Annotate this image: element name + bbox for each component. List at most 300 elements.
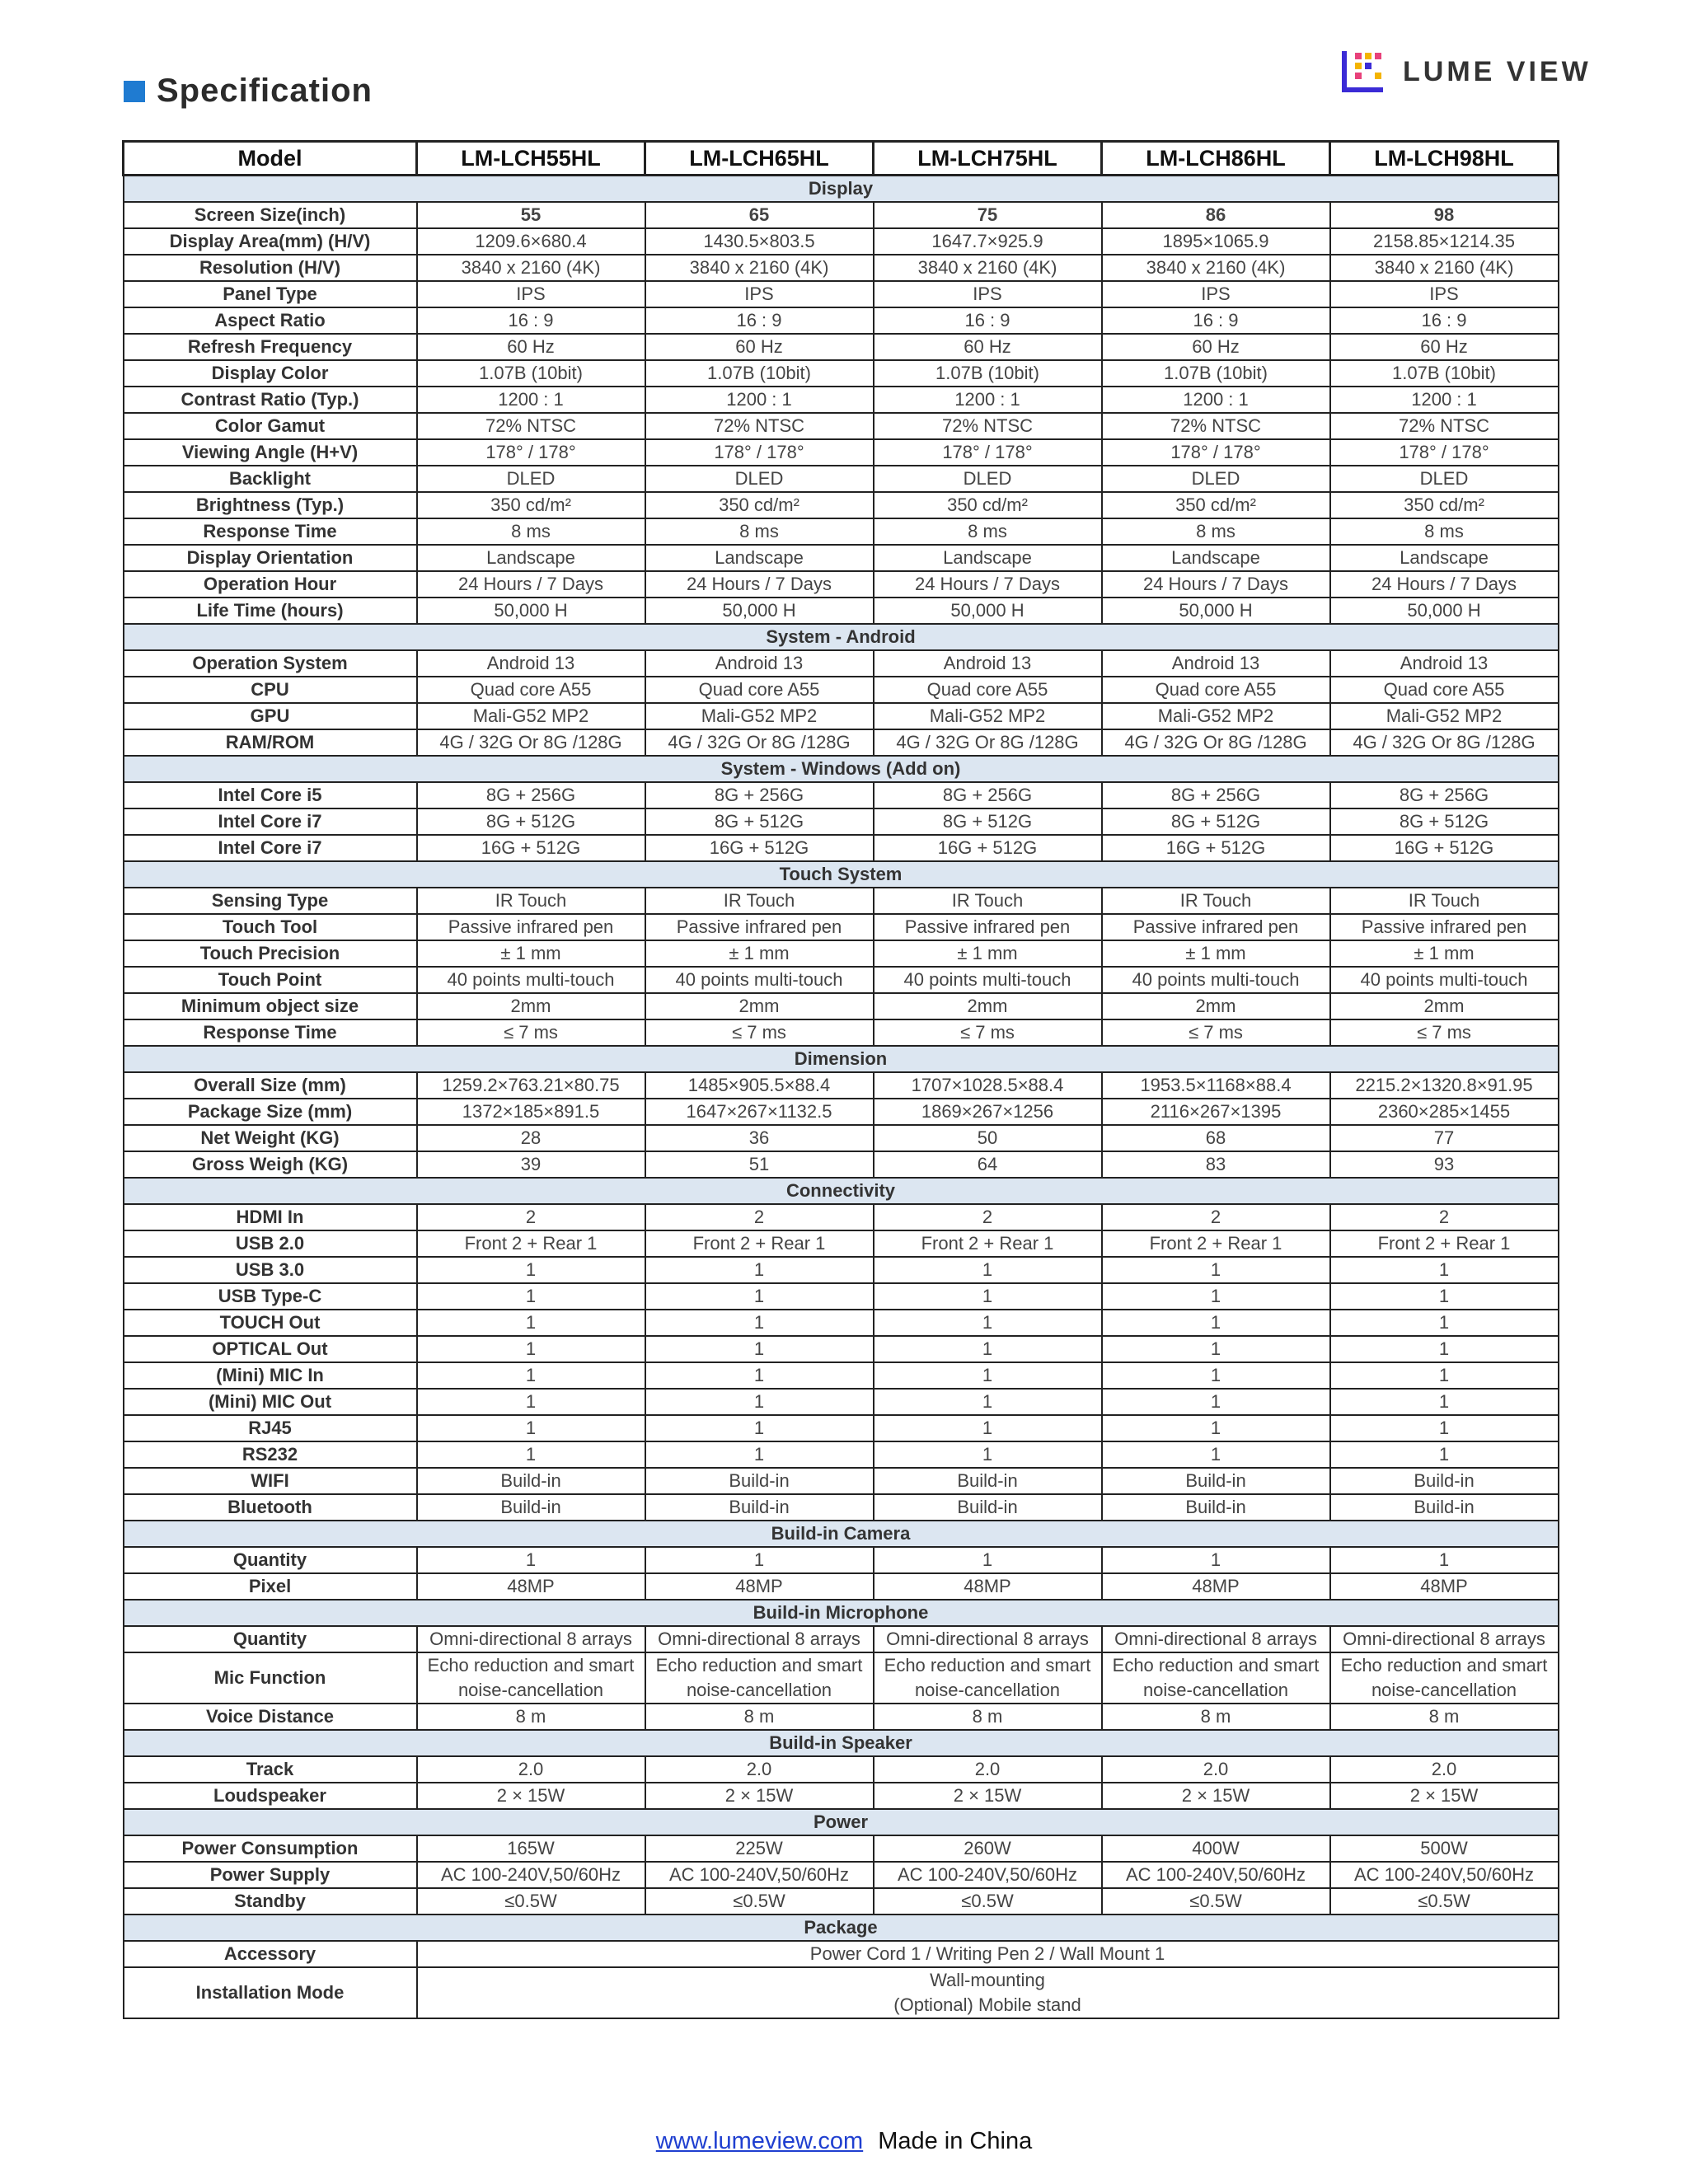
table-cell: 1 — [874, 1362, 1102, 1389]
table-cell: 1 — [1330, 1257, 1559, 1283]
table-cell: 1 — [645, 1362, 874, 1389]
row-label: Color Gamut — [124, 413, 417, 439]
table-row — [124, 255, 1559, 281]
table-row — [124, 1783, 1559, 1809]
table-cell: 1200 : 1 — [417, 387, 645, 413]
row-label: Quantity — [124, 1626, 417, 1652]
table-cell: Build-in — [1330, 1468, 1559, 1494]
table-cell: Front 2 + Rear 1 — [1102, 1230, 1330, 1257]
table-cell: 48MP — [874, 1573, 1102, 1600]
table-cell: DLED — [417, 466, 645, 492]
table-row — [124, 1573, 1559, 1600]
row-label: Sensing Type — [124, 888, 417, 914]
website-link[interactable]: www.lumeview.com — [655, 2128, 864, 2154]
table-cell: Front 2 + Rear 1 — [874, 1230, 1102, 1257]
table-cell: 36 — [645, 1125, 874, 1151]
table-cell: 16G + 512G — [1102, 835, 1330, 861]
table-cell: Passive infrared pen — [1330, 914, 1559, 940]
table-cell: 8 m — [1102, 1704, 1330, 1730]
row-label: RAM/ROM — [124, 729, 417, 756]
table-cell: 2mm — [417, 993, 645, 1019]
table-cell: ≤ 7 ms — [417, 1019, 645, 1046]
table-cell: 178° / 178° — [1330, 439, 1559, 466]
table-cell: 1 — [874, 1441, 1102, 1468]
table-cell: 165W — [417, 1835, 645, 1862]
table-cell: 350 cd/m² — [874, 492, 1102, 518]
row-label: Bluetooth — [124, 1494, 417, 1521]
table-cell: 1869×267×1256 — [874, 1099, 1102, 1125]
table-cell: Landscape — [417, 545, 645, 571]
table-cell: 1200 : 1 — [645, 387, 874, 413]
table-row — [124, 492, 1559, 518]
table-cell: 1372×185×891.5 — [417, 1099, 645, 1125]
table-cell: ± 1 mm — [1330, 940, 1559, 967]
table-cell: 1200 : 1 — [1102, 387, 1330, 413]
table-cell: 8 m — [874, 1704, 1102, 1730]
table-cell: 68 — [1102, 1125, 1330, 1151]
table-cell: Android 13 — [645, 650, 874, 677]
table-cell: ≤ 7 ms — [645, 1019, 874, 1046]
table-cell: 1 — [1330, 1283, 1559, 1310]
table-cell: 1 — [874, 1389, 1102, 1415]
row-label: Resolution (H/V) — [124, 255, 417, 281]
section-row — [124, 1521, 1559, 1547]
table-cell: 1 — [645, 1547, 874, 1573]
table-cell: 8G + 512G — [417, 808, 645, 835]
section-row — [124, 1178, 1559, 1204]
table-row — [124, 518, 1559, 545]
table-cell: 51 — [645, 1151, 874, 1178]
table-cell: Front 2 + Rear 1 — [1330, 1230, 1559, 1257]
table-cell: AC 100-240V,50/60Hz — [1330, 1862, 1559, 1888]
table-cell: 1 — [645, 1389, 874, 1415]
table-cell: 50,000 H — [1102, 598, 1330, 624]
table-cell: 1.07B (10bit) — [874, 360, 1102, 387]
table-cell: Omni-directional 8 arrays — [417, 1626, 645, 1652]
table-row — [124, 888, 1559, 914]
table-cell: AC 100-240V,50/60Hz — [874, 1862, 1102, 1888]
table-cell: 1 — [417, 1441, 645, 1468]
table-cell: 350 cd/m² — [1102, 492, 1330, 518]
table-cell: 8 ms — [1330, 518, 1559, 545]
table-cell: Mali-G52 MP2 — [1330, 703, 1559, 729]
table-row — [124, 1468, 1559, 1494]
logo-text: LUME VIEW — [1403, 55, 1592, 87]
table-cell: 4G / 32G Or 8G /128G — [645, 729, 874, 756]
row-label: CPU — [124, 677, 417, 703]
row-label: Mic Function — [124, 1652, 417, 1704]
table-cell: 40 points multi-touch — [645, 967, 874, 993]
table-cell: 2.0 — [1102, 1756, 1330, 1783]
table-cell: 2.0 — [1330, 1756, 1559, 1783]
table-cell: 178° / 178° — [645, 439, 874, 466]
table-row — [124, 413, 1559, 439]
table-row — [124, 1151, 1559, 1178]
table-cell: Landscape — [645, 545, 874, 571]
table-cell: 1 — [417, 1283, 645, 1310]
table-row — [124, 1283, 1559, 1310]
table-cell: 50,000 H — [1330, 598, 1559, 624]
table-cell: 72% NTSC — [1102, 413, 1330, 439]
page-header — [124, 73, 373, 110]
table-cell: 65 — [645, 202, 874, 228]
table-cell: 8G + 256G — [417, 782, 645, 808]
table-row — [124, 1310, 1559, 1336]
table-cell: 2 × 15W — [874, 1783, 1102, 1809]
row-label: Screen Size(inch) — [124, 202, 417, 228]
table-cell: ≤ 7 ms — [1330, 1019, 1559, 1046]
table-row — [124, 466, 1559, 492]
table-row — [124, 545, 1559, 571]
table-cell: 72% NTSC — [645, 413, 874, 439]
table-cell: Passive infrared pen — [645, 914, 874, 940]
section-title: Build-in Camera — [124, 1521, 1559, 1547]
table-cell: 8 ms — [645, 518, 874, 545]
table-cell: 1 — [1330, 1415, 1559, 1441]
table-cell: 1 — [1330, 1362, 1559, 1389]
table-cell: 77 — [1330, 1125, 1559, 1151]
section-row — [124, 1915, 1559, 1941]
table-cell: 1 — [1102, 1547, 1330, 1573]
table-cell: 50 — [874, 1125, 1102, 1151]
table-cell: 1.07B (10bit) — [417, 360, 645, 387]
made-in-text: Made in China — [878, 2128, 1033, 2154]
table-cell: 1 — [645, 1415, 874, 1441]
row-label: Response Time — [124, 518, 417, 545]
table-cell: 16 : 9 — [874, 307, 1102, 334]
lume-view-logo-icon — [1340, 48, 1388, 96]
table-row — [124, 1362, 1559, 1389]
table-cell: 8G + 256G — [874, 782, 1102, 808]
table-cell: 1647.7×925.9 — [874, 228, 1102, 255]
table-cell: 1 — [417, 1415, 645, 1441]
row-label: Operation Hour — [124, 571, 417, 598]
table-cell: 1 — [1102, 1415, 1330, 1441]
table-cell: Android 13 — [1102, 650, 1330, 677]
table-cell: Echo reduction and smart noise-cancellation — [417, 1652, 645, 1704]
table-row — [124, 1835, 1559, 1862]
table-cell: 1 — [1102, 1257, 1330, 1283]
table-cell: AC 100-240V,50/60Hz — [645, 1862, 874, 1888]
table-cell: 2 × 15W — [417, 1783, 645, 1809]
table-cell: 2215.2×1320.8×91.95 — [1330, 1072, 1559, 1099]
row-label: Aspect Ratio — [124, 307, 417, 334]
table-cell: 1 — [417, 1257, 645, 1283]
section-title: Display — [124, 176, 1559, 203]
table-cell: 2mm — [1330, 993, 1559, 1019]
row-label: USB Type-C — [124, 1283, 417, 1310]
table-row — [124, 1941, 1559, 1967]
section-row — [124, 756, 1559, 782]
table-cell: Landscape — [874, 545, 1102, 571]
title-square-icon — [124, 81, 145, 102]
table-row — [124, 228, 1559, 255]
table-cell: 16G + 512G — [1330, 835, 1559, 861]
table-cell: ± 1 mm — [417, 940, 645, 967]
table-cell: 48MP — [1330, 1573, 1559, 1600]
row-label: HDMI In — [124, 1204, 417, 1230]
table-row — [124, 1494, 1559, 1521]
table-cell: 48MP — [417, 1573, 645, 1600]
row-label: Touch Tool — [124, 914, 417, 940]
table-cell: 225W — [645, 1835, 874, 1862]
row-label: Response Time — [124, 1019, 417, 1046]
table-cell: 4G / 32G Or 8G /128G — [417, 729, 645, 756]
table-cell: 60 Hz — [874, 334, 1102, 360]
table-cell: 40 points multi-touch — [1102, 967, 1330, 993]
row-label: Loudspeaker — [124, 1783, 417, 1809]
header-model: LM-LCH86HL — [1102, 142, 1330, 176]
table-cell: 24 Hours / 7 Days — [645, 571, 874, 598]
table-cell: Quad core A55 — [1102, 677, 1330, 703]
row-label: Net Weight (KG) — [124, 1125, 417, 1151]
table-cell: 16G + 512G — [417, 835, 645, 861]
table-cell: ≤0.5W — [874, 1888, 1102, 1915]
table-row — [124, 967, 1559, 993]
row-label: Panel Type — [124, 281, 417, 307]
table-cell: 16 : 9 — [1102, 307, 1330, 334]
table-cell: 98 — [1330, 202, 1559, 228]
section-row — [124, 1600, 1559, 1626]
table-cell: 1.07B (10bit) — [1102, 360, 1330, 387]
table-cell: Mali-G52 MP2 — [874, 703, 1102, 729]
section-row — [124, 1809, 1559, 1835]
table-cell: 1 — [874, 1336, 1102, 1362]
table-row — [124, 1336, 1559, 1362]
table-cell: IR Touch — [417, 888, 645, 914]
table-cell: 75 — [874, 202, 1102, 228]
table-cell: 1 — [645, 1283, 874, 1310]
table-row — [124, 1547, 1559, 1573]
table-cell: 1 — [1102, 1310, 1330, 1336]
table-row — [124, 677, 1559, 703]
table-cell: IPS — [874, 281, 1102, 307]
table-cell: Echo reduction and smart noise-cancellation — [645, 1652, 874, 1704]
table-cell: 2 — [645, 1204, 874, 1230]
table-cell: 86 — [1102, 202, 1330, 228]
table-cell: 2.0 — [417, 1756, 645, 1783]
table-cell: ≤0.5W — [417, 1888, 645, 1915]
table-row — [124, 1441, 1559, 1468]
row-label: Intel Core i7 — [124, 808, 417, 835]
table-row — [124, 835, 1559, 861]
table-row — [124, 1862, 1559, 1888]
specification-table — [122, 140, 1559, 2019]
table-cell: 1 — [645, 1441, 874, 1468]
table-cell: ≤ 7 ms — [874, 1019, 1102, 1046]
table-cell: 2 × 15W — [645, 1783, 874, 1809]
table-cell: 50,000 H — [645, 598, 874, 624]
table-row — [124, 1257, 1559, 1283]
table-cell: DLED — [874, 466, 1102, 492]
row-label: Touch Point — [124, 967, 417, 993]
table-cell: 8G + 512G — [1102, 808, 1330, 835]
table-row — [124, 307, 1559, 334]
table-cell: 500W — [1330, 1835, 1559, 1862]
table-cell: 2116×267×1395 — [1102, 1099, 1330, 1125]
row-label: Display Color — [124, 360, 417, 387]
table-cell: 1 — [1330, 1336, 1559, 1362]
table-cell: ± 1 mm — [874, 940, 1102, 967]
table-cell: 1 — [874, 1257, 1102, 1283]
table-cell: 40 points multi-touch — [874, 967, 1102, 993]
table-row — [124, 914, 1559, 940]
table-row — [124, 1099, 1559, 1125]
row-label: Track — [124, 1756, 417, 1783]
row-label: Life Time (hours) — [124, 598, 417, 624]
row-label: USB 2.0 — [124, 1230, 417, 1257]
table-cell: Echo reduction and smart noise-cancellation — [1102, 1652, 1330, 1704]
table-row — [124, 940, 1559, 967]
table-body — [124, 176, 1559, 2019]
table-cell: 350 cd/m² — [645, 492, 874, 518]
table-cell: 1 — [645, 1257, 874, 1283]
table-cell: 2 — [1330, 1204, 1559, 1230]
table-cell: 1 — [1330, 1310, 1559, 1336]
section-title: Power — [124, 1809, 1559, 1835]
header-model: LM-LCH75HL — [874, 142, 1102, 176]
table-cell: 8 ms — [417, 518, 645, 545]
row-label: Display Area(mm) (H/V) — [124, 228, 417, 255]
table-cell: 48MP — [645, 1573, 874, 1600]
table-cell: Front 2 + Rear 1 — [645, 1230, 874, 1257]
table-cell: 2 × 15W — [1330, 1783, 1559, 1809]
table-row — [124, 1204, 1559, 1230]
table-row — [124, 334, 1559, 360]
table-cell: 2mm — [874, 993, 1102, 1019]
row-label: Brightness (Typ.) — [124, 492, 417, 518]
table-cell: Omni-directional 8 arrays — [645, 1626, 874, 1652]
table-cell: 16 : 9 — [417, 307, 645, 334]
table-cell: 83 — [1102, 1151, 1330, 1178]
table-cell: 3840 x 2160 (4K) — [1330, 255, 1559, 281]
section-title: Build-in Speaker — [124, 1730, 1559, 1756]
row-label: OPTICAL Out — [124, 1336, 417, 1362]
table-cell: 8 m — [417, 1704, 645, 1730]
table-cell: 3840 x 2160 (4K) — [645, 255, 874, 281]
table-cell: Passive infrared pen — [1102, 914, 1330, 940]
table-cell: 350 cd/m² — [1330, 492, 1559, 518]
table-row — [124, 1389, 1559, 1415]
table-cell: 8G + 512G — [874, 808, 1102, 835]
table-cell: 1 — [874, 1283, 1102, 1310]
table-cell: 39 — [417, 1151, 645, 1178]
header-model-label: Model — [124, 142, 417, 176]
table-cell: 1 — [645, 1310, 874, 1336]
table-cell: 260W — [874, 1835, 1102, 1862]
table-cell: Landscape — [1102, 545, 1330, 571]
row-label: Gross Weigh (KG) — [124, 1151, 417, 1178]
row-label: Viewing Angle (H+V) — [124, 439, 417, 466]
table-cell: Build-in — [1330, 1494, 1559, 1521]
row-label: RJ45 — [124, 1415, 417, 1441]
table-cell: 1 — [417, 1547, 645, 1573]
table-cell: Build-in — [1102, 1468, 1330, 1494]
row-label: Operation System — [124, 650, 417, 677]
table-cell: Build-in — [874, 1468, 1102, 1494]
table-row — [124, 1626, 1559, 1652]
section-row — [124, 1730, 1559, 1756]
table-cell: 2 — [1102, 1204, 1330, 1230]
table-cell: 1485×905.5×88.4 — [645, 1072, 874, 1099]
table-cell: Quad core A55 — [645, 677, 874, 703]
table-cell: 1647×267×1132.5 — [645, 1099, 874, 1125]
table-cell: DLED — [645, 466, 874, 492]
table-cell: 60 Hz — [1102, 334, 1330, 360]
table-row — [124, 993, 1559, 1019]
table-cell: 2.0 — [874, 1756, 1102, 1783]
table-cell: IR Touch — [1330, 888, 1559, 914]
row-label: Overall Size (mm) — [124, 1072, 417, 1099]
table-cell: IPS — [645, 281, 874, 307]
table-cell: AC 100-240V,50/60Hz — [1102, 1862, 1330, 1888]
section-row — [124, 861, 1559, 888]
row-label: GPU — [124, 703, 417, 729]
table-cell: Passive infrared pen — [874, 914, 1102, 940]
table-cell: 1 — [1102, 1441, 1330, 1468]
section-row — [124, 624, 1559, 650]
table-cell: Omni-directional 8 arrays — [1102, 1626, 1330, 1652]
table-cell: 2360×285×1455 — [1330, 1099, 1559, 1125]
table-cell: 24 Hours / 7 Days — [874, 571, 1102, 598]
table-cell: 1 — [417, 1389, 645, 1415]
table-cell: IR Touch — [1102, 888, 1330, 914]
row-label: Power Consumption — [124, 1835, 417, 1862]
table-cell: Mali-G52 MP2 — [645, 703, 874, 729]
table-cell: 350 cd/m² — [417, 492, 645, 518]
table-row — [124, 1072, 1559, 1099]
table-cell: 1 — [874, 1310, 1102, 1336]
header-model: LM-LCH98HL — [1330, 142, 1559, 176]
table-cell: Build-in — [645, 1494, 874, 1521]
table-cell: Android 13 — [874, 650, 1102, 677]
table-cell: 72% NTSC — [1330, 413, 1559, 439]
table-cell: 1 — [1102, 1336, 1330, 1362]
table-row — [124, 1704, 1559, 1730]
table-cell: 1 — [1330, 1441, 1559, 1468]
table-cell: Android 13 — [417, 650, 645, 677]
table-cell-merged: Wall-mounting (Optional) Mobile stand — [417, 1967, 1559, 2018]
table-cell: 8G + 256G — [1102, 782, 1330, 808]
table-cell: 24 Hours / 7 Days — [417, 571, 645, 598]
table-cell: 72% NTSC — [417, 413, 645, 439]
header-model: LM-LCH55HL — [417, 142, 645, 176]
table-cell: Echo reduction and smart noise-cancellation — [1330, 1652, 1559, 1704]
table-row — [124, 439, 1559, 466]
table-cell: 8G + 256G — [645, 782, 874, 808]
table-row — [124, 360, 1559, 387]
row-label: Touch Precision — [124, 940, 417, 967]
table-cell: 178° / 178° — [417, 439, 645, 466]
table-cell: 60 Hz — [645, 334, 874, 360]
section-title: Package — [124, 1915, 1559, 1941]
header-model: LM-LCH65HL — [645, 142, 874, 176]
table-cell: 16 : 9 — [645, 307, 874, 334]
table-cell: 50,000 H — [417, 598, 645, 624]
table-cell: 24 Hours / 7 Days — [1102, 571, 1330, 598]
table-cell: 16G + 512G — [874, 835, 1102, 861]
table-cell: 3840 x 2160 (4K) — [417, 255, 645, 281]
table-cell: 2158.85×1214.35 — [1330, 228, 1559, 255]
table-cell: Landscape — [1330, 545, 1559, 571]
table-cell: 3840 x 2160 (4K) — [1102, 255, 1330, 281]
table-header-row — [124, 142, 1559, 176]
table-cell: 4G / 32G Or 8G /128G — [874, 729, 1102, 756]
table-cell: IPS — [1330, 281, 1559, 307]
table-cell: ≤0.5W — [645, 1888, 874, 1915]
table-cell: 1 — [417, 1336, 645, 1362]
table-cell: 8G + 512G — [1330, 808, 1559, 835]
